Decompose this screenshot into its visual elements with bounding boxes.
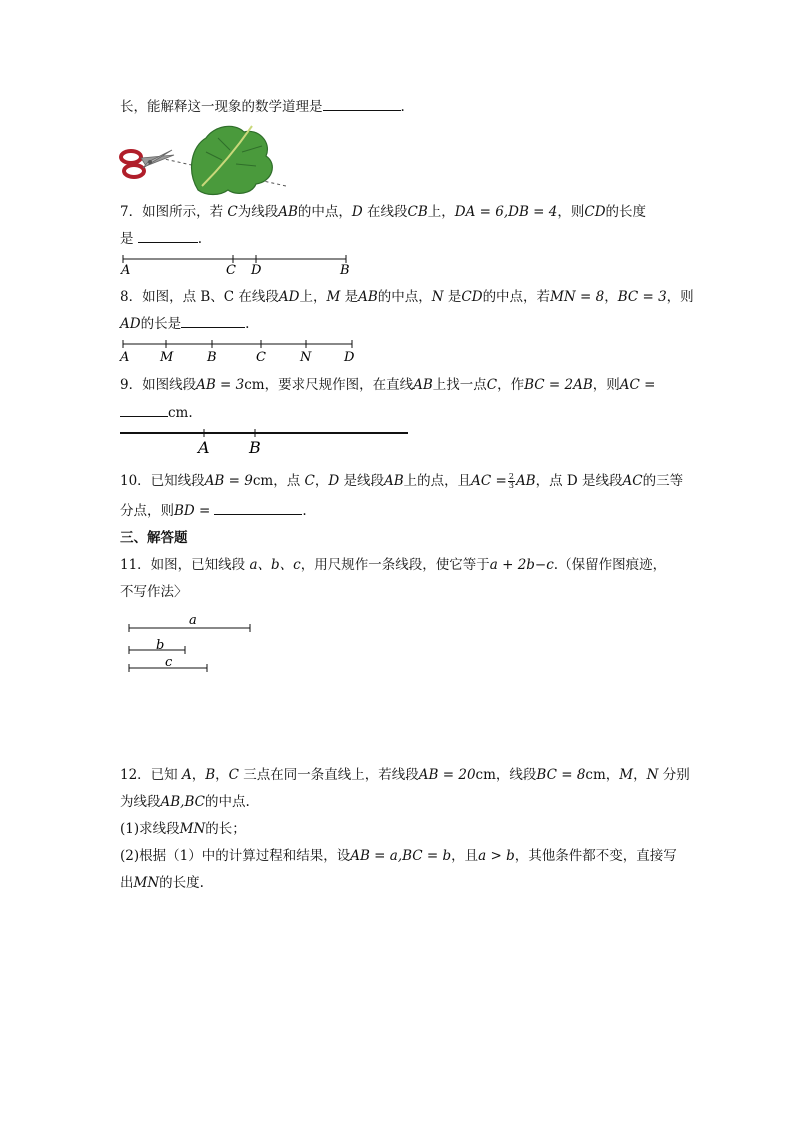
q9-var: C [486,377,498,393]
q11-text: .（保留作图痕迹， [553,557,667,573]
q12-var: B [205,767,216,783]
q12-var: AB,BC [160,794,205,810]
q11-line2 [120,583,188,601]
q12-text: ， [191,767,206,783]
q8-var: AD [278,289,300,305]
q7-label-a: A [121,263,131,278]
q8-text: 的中点，若 [482,289,551,305]
q12-text: 的长； [205,821,246,837]
q7-text: 的中点， [297,204,352,220]
q8-text: 上， [299,289,327,305]
q10-fraction [508,473,515,490]
q12-text: 的长度. [159,875,204,891]
scissors-icon [121,150,174,177]
q11-text: 不写作法〉 [120,584,188,600]
q8-var: BC = 3 [617,289,667,305]
q9-blank [120,404,168,417]
q11-label-b: b [156,638,165,653]
q12-var: MN [133,875,160,891]
q8-label-d: D [344,350,355,365]
q12-text: 12．已知 [120,767,182,783]
q12-var: a > b [478,848,515,864]
q12-var: MN [179,821,206,837]
q11-text: ，用尺规作一条线段，使它等于 [300,557,490,573]
section-heading: 三、解答题 [120,530,188,546]
q12-var: M [619,767,634,783]
q7-text: 7．如图所示，若 [120,204,228,220]
q8-text: 的长是 [140,316,182,332]
cut-line [160,158,286,186]
q9-var: AC = [619,377,656,393]
q9-var: AB = 3 [196,377,245,393]
q11-text: 11．如图，已知线段 [120,557,250,573]
q12-text: ， [215,767,229,783]
q8-text: ，则 [666,289,694,305]
q7-label-c: C [226,263,236,278]
q7-end: . [197,231,203,247]
q8-text: ， [604,289,618,305]
q11-label-c: c [165,655,173,670]
q10-var: AC [622,473,643,489]
q10-text: 的三等 [642,473,684,489]
q9-var: BC = 2AB [524,377,593,393]
q10-frac-num: 2 [508,472,514,481]
q12-text: ，其他条件都不变，直接写 [514,848,677,864]
q12-var: N [646,767,659,783]
q12-text: ，且 [451,848,479,864]
q8-text: 8．如图，点 B、C 在线段 [120,289,279,305]
q9-text: ，要求尺规作图，在直线 [264,377,414,393]
q9-text: ，则 [592,377,620,393]
q12-line1 [120,766,690,784]
q8-label-n: N [300,350,312,365]
q10-text: ，点 D 是线段 [535,473,623,489]
q12-unit: cm [475,767,496,783]
q9-text: 9．如图线段 [120,377,197,393]
q7-blank [138,230,198,243]
q12-text: ， [605,767,620,783]
q10-blank [214,502,302,515]
q8-label-b: B [207,350,217,365]
q8-end: . [245,316,250,332]
q11-line1 [120,556,666,574]
q12-text: 为线段 [120,794,161,810]
q12-var: A [181,767,192,783]
q7-text: 为线段 [237,204,279,220]
q8-line2 [120,315,249,333]
q12-text: (2)根据（1）中的计算过程和结果，设 [120,848,351,864]
q8-var: AB [358,289,378,305]
q12-var: C [228,767,239,783]
q10-var: AB = 9 [204,473,253,489]
q12-text: 三点在同一条直线上，若线段 [239,767,419,783]
q7-label-b: B [340,263,350,278]
q7-line2 [120,230,202,248]
q7-line1 [120,203,646,221]
q8-text: 是 [443,289,462,305]
q12-text: 分别 [658,767,690,783]
q9-var: AB [413,377,433,393]
q9-line2 [120,404,193,422]
q9-unit: cm. [168,405,193,421]
q10-text: ， [314,473,329,489]
q6-end: . [400,99,405,115]
q8-var: MN = 8 [550,289,605,305]
q12-part2 [120,847,677,865]
q7-text: 是 [120,231,138,247]
q8-var: CD [461,289,483,305]
q12-text: (1)求线段 [120,821,180,837]
q7-var: AB [278,204,298,220]
q7-text: 在线段 [362,204,408,220]
leaf-icon [192,126,273,195]
q12-unit: cm [585,767,606,783]
q11-var: a、b、c [249,557,301,573]
q9-text: ，作 [497,377,525,393]
q8-label-c: C [256,350,266,365]
q6-blank [323,98,401,111]
q10-line1 [120,472,683,490]
q7-var: CD [584,204,606,220]
q10-var: C [304,473,315,489]
q9-label-a: A [198,438,210,457]
q11-var: a + 2b−c [489,557,554,573]
q12-var: BC = 8 [536,767,586,783]
q8-var: AD [120,316,141,332]
q10-line2 [120,502,307,520]
q12-var: AB = a,BC = b [350,848,452,864]
q10-text: 是线段 [339,473,384,489]
q10-var: AC = [471,473,507,489]
q7-text: 的长度 [605,204,647,220]
q12-line2 [120,793,250,811]
q10-end: . [302,503,307,519]
q12-part2-cont [120,874,204,892]
q7-var: D [351,204,363,220]
q12-text: ，线段 [495,767,537,783]
q10-var: AB [515,473,536,489]
q8-var: N [431,289,444,305]
q9-unit: cm [244,377,265,393]
q10-text: 上的点，且 [403,473,472,489]
q10-var: D [328,473,340,489]
q6-line [120,98,405,116]
q8-text: 是 [340,289,359,305]
q7-text: ，则 [557,204,585,220]
q9-line1 [120,376,655,394]
q10-text: 分点，则 [120,503,174,519]
q8-label-a: A [120,350,130,365]
q10-text: 10．已知线段 [120,473,205,489]
q8-blank [181,315,245,328]
q12-text: 出 [120,875,134,891]
q7-label-d: D [251,263,262,278]
q8-label-m: M [160,350,174,365]
q10-var: AB [383,473,404,489]
q7-text: 上， [427,204,455,220]
q12-part1 [120,820,246,838]
q8-text: 的中点， [377,289,432,305]
q10-frac-den: 3 [508,481,514,490]
q6-text: 长，能解释这一现象的数学道理是 [120,99,323,115]
q7-var: DA = 6,DB = 4 [454,204,558,220]
q9-text: 上找一点 [432,377,487,393]
q10-var: BD = [174,503,211,519]
q12-text: 的中点. [204,794,250,810]
q11-label-a: a [189,613,197,628]
q12-var: AB = 20 [418,767,476,783]
q8-line1 [120,288,694,306]
q12-text: ， [633,767,647,783]
q7-var: CB [407,204,428,220]
q9-label-b: B [249,438,261,457]
q10-unit: cm [252,473,274,489]
q7-var: C [227,204,238,220]
q8-var: M [326,289,341,305]
q10-text: ，点 [273,473,305,489]
